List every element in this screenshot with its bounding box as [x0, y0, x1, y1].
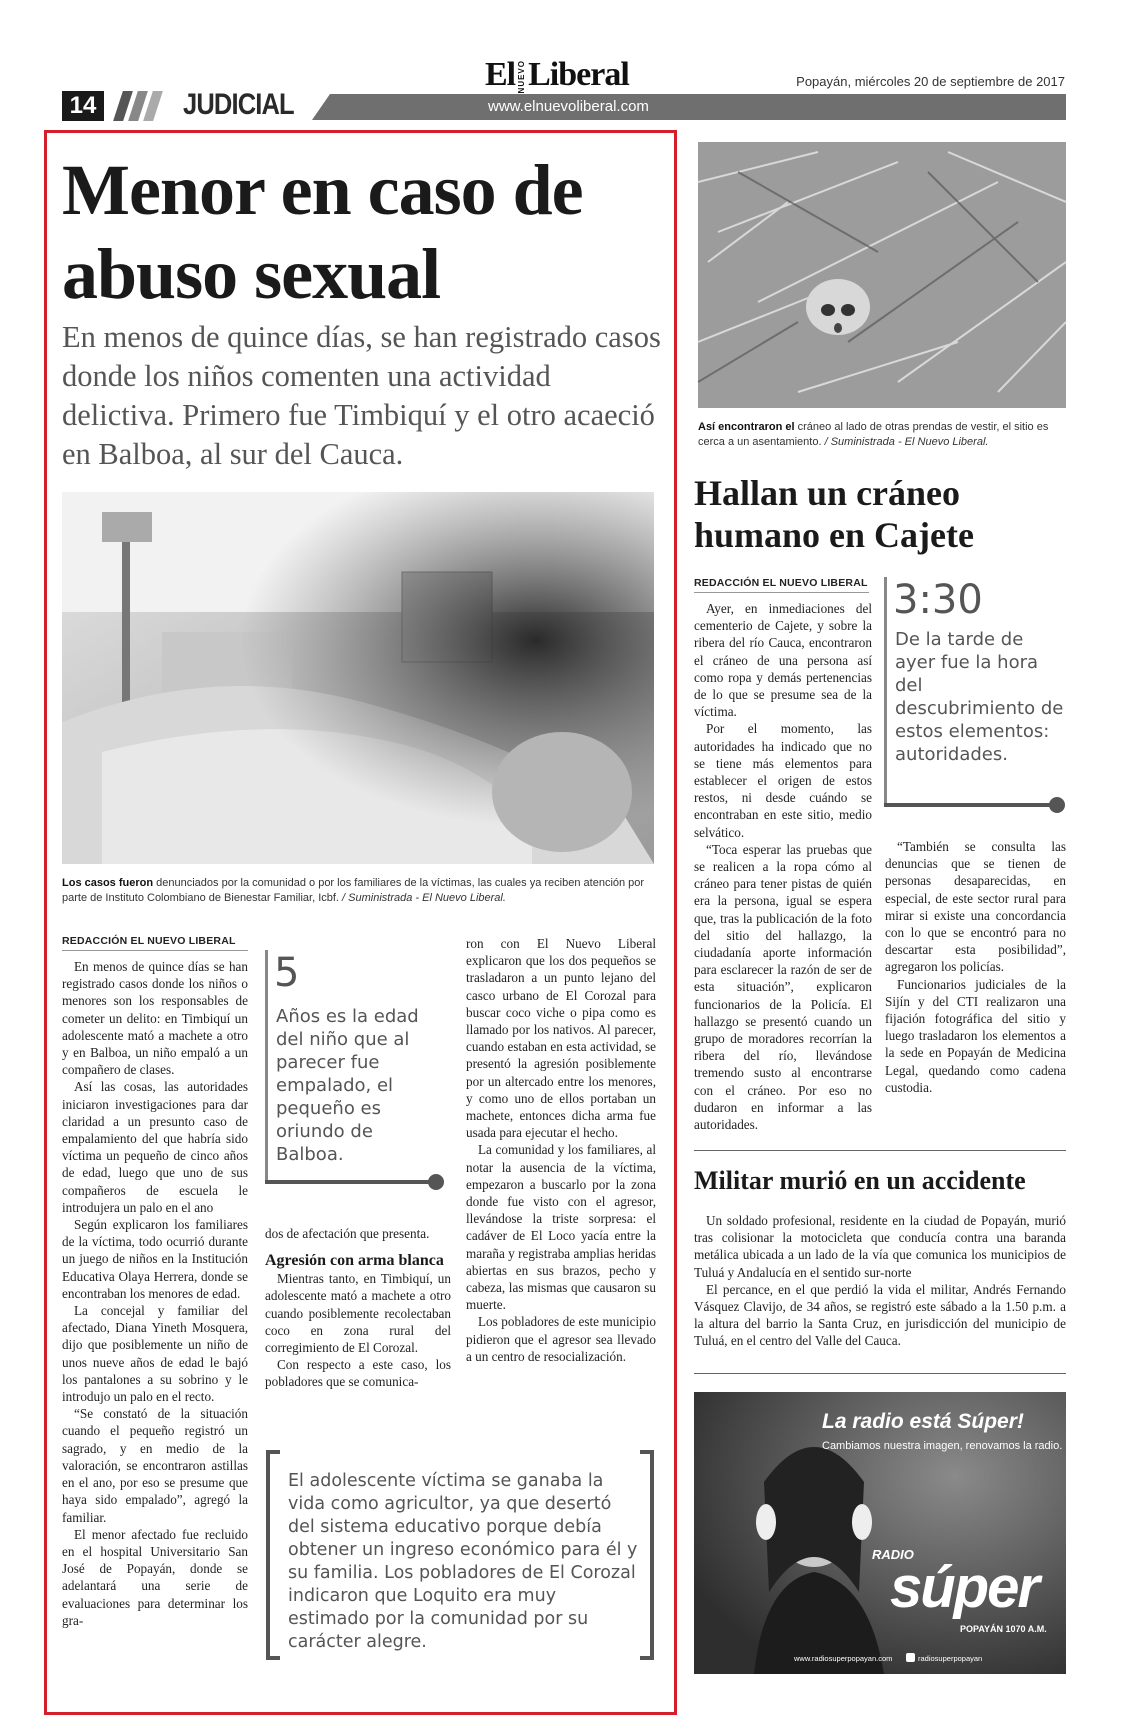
article-divider [694, 1150, 1066, 1151]
skull-photo [698, 142, 1066, 408]
main-deck: En menos de quince días, se han registrado casos donde los niños comenten una actividad delictiva. Primero fue Timbiquí y el otro acaeció en Balboa, al sur del Cauca. [62, 320, 661, 471]
paragraph: La concejal y familiar del afectado, Diana Yineth Mosquera, dijo que posiblemente un niño de unos nueve años de edad le bajó los pantalones a su sobrino y le introdujo un palo en el recto. [62, 1303, 248, 1405]
ad-subline: Cambiamos nuestra imagen, renovamos la radio. [822, 1440, 1063, 1452]
byline-rule [62, 950, 248, 951]
main-col-1 [62, 958, 248, 1629]
paragraph: Mientras tanto, en Timbiquí, un adolescente mató a machete a otro cuando posiblemente recolectaban coco en zona rural del corregimiento de El Corozal. [265, 1271, 451, 1356]
paragraph: En menos de quince días se han registrado casos donde los niños o menores son los responsables de cometer un delito: en Timbiquí un adolescente mató a machete a otro y en Balboa, un niño empaló a un compañero de clases. [62, 959, 248, 1078]
hospital-photo [62, 492, 654, 864]
caption-credit: / Suministrada - El Nuevo Liberal. [342, 892, 506, 904]
caption-lead: Los casos fueron [62, 877, 154, 889]
facebook-icon[interactable] [906, 1653, 915, 1662]
paragraph: Un soldado profesional, residente en la ciudad de Popayán, murió tras colisionar la motocicleta que conducía contra una baranda metálica ubicada a un lado de la vía que comunica los municipios de Tuluá y Andalucía en el sentido sur-norte [694, 1213, 1066, 1280]
quote-bracket-left [266, 1450, 280, 1660]
main-byline: REDACCIÓN EL NUEVO LIBERAL [62, 935, 236, 947]
logo-el: El [485, 56, 516, 93]
stat-number: 3:30 [893, 577, 983, 623]
main-col-3 [466, 935, 656, 1365]
paragraph: “También se consulta las denuncias que se tienen de personas desaparecidas, en especial, de este sector rural para mirar si existe una concordancia con lo que se encontró para no descartar esta posibilidad”, agregaron los policías. [885, 839, 1066, 975]
stat-bullet [428, 1174, 444, 1190]
quote-bracket-right [640, 1450, 654, 1660]
paragraph: Según explicaron los familiares de la víctima, todo ocurrió durante un juego de niños en la Institución Educativa Olaya Herrera, donde se encontraban los menores de edad. [62, 1217, 248, 1301]
ad-brand: súper [890, 1555, 1038, 1620]
stat-bullet [1049, 797, 1065, 813]
header-bar [330, 94, 1066, 120]
paragraph: Así las cosas, las autoridades iniciaron investigaciones para dar claridad a un presunto caso de empalamiento del que habría sido víctima un pequeño de cinco años de edad, luego que uno de sus compañeros de escuela le introdujera un palo en el ano [62, 1079, 248, 1215]
page-number: 14 [62, 91, 104, 121]
ad-brand-small: RADIO [872, 1547, 914, 1562]
paragraph: “Se constató de la situación cuando el pequeño registró un sagrado, y en medio de la valoración, se encontraron astillas en el ano, por eso se presume que haya sido empalado”, agregó la familiar. [62, 1406, 248, 1525]
paragraph: dos de afectación que presenta. [265, 1226, 430, 1241]
logo-nuevo: NUEVO [517, 60, 527, 94]
paragraph: Los pobladores de este municipio pidieron que el agresor sea llevado a un centro de resocialización. [466, 1314, 656, 1364]
section-label: JUDICIAL [183, 88, 294, 121]
ad-website[interactable]: www.radiosuperpopayan.com [794, 1654, 893, 1663]
paragraph: El percance, en el que perdió la vida el militar, Andrés Fernando Vásquez Clavijo, de 34 años, se registró este sábado a la 1.50 p.m. a la altura del barrio la Santa Cruz, en jurisdicción del municipio de Tuluá, en el centro del Valle del Cauca. [694, 1281, 1066, 1349]
skull-col-1 [694, 600, 872, 1133]
ad-social[interactable]: radiosuperpopayan [918, 1654, 983, 1663]
subhead: Agresión con arma blanca [265, 1252, 444, 1270]
stat-underline [265, 1180, 433, 1184]
skull-photo-caption [698, 420, 1066, 450]
skull-headline: Hallan un cráneo humano en Cajete [694, 473, 974, 555]
newspaper-logo [485, 56, 629, 94]
ad-frequency: POPAYÁN 1070 A.M. [960, 1624, 1047, 1634]
military-headline: Militar murió en un accidente [694, 1166, 1026, 1195]
skull-col-2 [885, 838, 1066, 1096]
pull-quote: El adolescente víctima se ganaba la vida como agricultor, ya que desertó del sistema educativo porque debía obtener un ingreso económico para él y su familia. Los pobladores de El Corozal indicaron que Loquito era muy estimado por la comunidad por su carácter alegre. [288, 1471, 638, 1652]
skull-photo-image [698, 142, 1066, 408]
ad-tagline: La radio está Súper! [822, 1410, 1024, 1433]
paragraph: El menor afectado fue recluido en el hospital Universitario San José de Popayán, donde se adelantará una serie de evaluaciones para determinar los gra- [62, 1526, 248, 1628]
paragraph: La comunidad y los familiares, al notar la ausencia de la víctima, empezaron a buscarlo por la zona donde fue visto con el agresor, llevándose la triste sorpresa: el cadáver de El Loco yacía entre la maraña y registraba amplias heridas abiertas en sus brazos, pecho y cabeza, las mismas que causaron su muerte. [466, 1142, 656, 1313]
paragraph: Funcionarios judiciales de la Sijín y del CTI realizaron una fijación fotográfica del sitio y luego trasladaron los elementos a la sede en Popayán de Medicina Legal, quedando como cadena custodia. [885, 976, 1066, 1095]
paragraph: Con respecto a este caso, los pobladores que se comunica- [265, 1357, 451, 1390]
site-url[interactable]: www.elnuevoliberal.com [488, 98, 649, 115]
caption-text: cráneo al lado de otras prendas de vestir, el sitio es cerca a un asentamiento. [698, 421, 1049, 448]
stat-vertical-rule [884, 577, 887, 807]
stat-text: Años es la edad del niño que al parecer fue empalado, el pequeño es oriundo de Balboa. [276, 1006, 419, 1165]
stat-number: 5 [274, 950, 300, 996]
caption-lead: Así encontraron el [698, 421, 795, 433]
paragraph: “Toca esperar las pruebas que se realicen a la ropa cómo al cráneo para tener pistas de quién era la persona, igual se espera que, tras la publicación de la foto del sitio del hallazgo, la ciudadanía aporte información para esclarecer la razón de ser de esta situación”, explicaron funcionarios de la Policía. El hallazgo se presentó cuando un grupo de moradores recorrían la ribera del río, llevándose tremendo susto al encontrarse con el cráneo. Por eso no dudaron en informar a las autoridades. [694, 841, 872, 1133]
main-photo-caption [62, 876, 654, 906]
skull-byline: REDACCIÓN EL NUEVO LIBERAL [694, 577, 868, 589]
article-divider [694, 1373, 1066, 1374]
stat-text: De la tarde de ayer fue la hora del descubrimiento de estos elementos: autoridades. [895, 629, 1064, 765]
main-headline: Menor en caso de abuso sexual [62, 150, 583, 314]
issue-date: Popayán, miércoles 20 de septiembre de 2017 [796, 74, 1065, 89]
hospital-photo-image [62, 492, 654, 864]
logo-liberal: Liberal [528, 56, 629, 93]
caption-text: denunciados por la comunidad o por los familiares de la víctimas, las cuales ya reciben atención por parte de Instituto Colombiano de Bienestar Familiar, Icbf. [62, 877, 645, 904]
paragraph: Por el momento, las autoridades ha indicado que no se tiene más elementos para establecer el origen de estos restos, ni desde cuándo se encontraban en este sitio, medio selvático. [694, 721, 872, 840]
byline-rule [694, 592, 869, 593]
caption-credit: / Suministrada - El Nuevo Liberal. [824, 436, 989, 448]
main-col-2 [265, 1225, 451, 1391]
stat-vertical-rule [265, 950, 268, 1180]
radio-ad[interactable] [694, 1392, 1066, 1674]
military-body [694, 1212, 1066, 1350]
stat-underline [884, 803, 1054, 807]
paragraph: ron con El Nuevo Liberal explicaron que los dos pequeños se trasladaron a un punto lejano del casco urbano de El Corozal para buscar coco viche o pipa como es llamado por los nativos. Al parecer, cuando estaban en esta actividad, se presentó la agresión posiblemente por un altercado entre los menores, y como uno de ellos portaban un machete, entonces dicha arma fue usada para ejecutar el hecho. [466, 936, 656, 1141]
paragraph: Ayer, en inmediaciones del cementerio de Cajete, y sobre la ribera del río Cauca, encontraron el cráneo de una persona así como ropa y demás pertenencias de lo que se presume sea de la víctima. [694, 601, 872, 720]
